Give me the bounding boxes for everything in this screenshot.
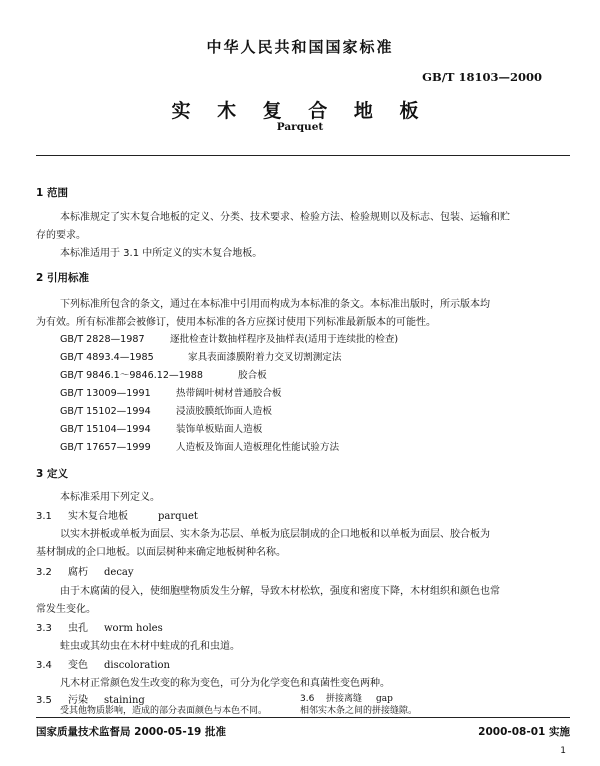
- ref-code: GB/T 15104—1994: [60, 424, 151, 435]
- page-number: 1: [560, 746, 566, 756]
- definition-term-english: worm holes: [104, 623, 163, 634]
- section-2-heading: 2 引用标准: [36, 272, 89, 284]
- definition-term: 拼接离缝: [326, 694, 363, 704]
- standard-code: GB/T 18103—2000: [422, 70, 542, 84]
- ref-title: 热带阔叶树材普通胶合板: [176, 388, 282, 399]
- definition-term: 实木复合地板: [68, 511, 128, 522]
- ref-item: [60, 331, 398, 345]
- ref-title: 浸渍胶膜纸饰面人造板: [176, 406, 272, 417]
- definition-term-english: staining: [104, 695, 145, 706]
- ref-title: 装饰单板贴面人造板: [176, 424, 263, 435]
- definition-term: 腐朽: [68, 567, 88, 578]
- section-2-line: 为有效。所有标准都会被修订，使用本标准的各方应探讨使用下列标准最新版本的可能性。: [36, 317, 436, 328]
- section-3-heading: 3 定义: [36, 468, 68, 480]
- ref-code: GB/T 17657—1999: [60, 442, 151, 453]
- definition-term-english: decay: [104, 567, 134, 578]
- definition-line: 由于木腐菌的侵入，使细胞壁物质发生分解，导致木材松软，强度和密度下降，木材组织和颜色也常: [60, 586, 500, 597]
- definition-line: 常发生变化。: [36, 604, 96, 615]
- section-1-heading: 1 范围: [36, 187, 68, 199]
- header-divider: [36, 155, 570, 156]
- definition-heading: [36, 656, 170, 671]
- ref-title: 人造板及饰面人造板理化性能试验方法: [176, 442, 340, 453]
- ref-item: [60, 403, 272, 417]
- definition-term-english: gap: [376, 694, 393, 704]
- definition-number: 3.3: [36, 623, 52, 634]
- ref-item: [60, 421, 262, 435]
- definition-line: 相邻实木条之间的拼接缝隙。: [300, 706, 418, 716]
- definition-heading: [36, 563, 134, 578]
- definition-number: 3.2: [36, 567, 52, 578]
- definition-term: 污染: [68, 695, 88, 706]
- definition-number: 3.5: [36, 695, 52, 706]
- definition-number: 3.1: [36, 511, 52, 522]
- effective-date: 2000-08-01 实施: [478, 726, 570, 738]
- definition-line: 基材制成的企口地板。以面层树种来确定地板树种名称。: [36, 547, 286, 558]
- ref-code: GB/T 4893.4—1985: [60, 352, 154, 363]
- footer-divider: [36, 717, 570, 718]
- definition-heading: [36, 507, 198, 522]
- ref-title: 家具表面漆膜附着力交叉切割测定法: [188, 352, 342, 363]
- ref-code: GB/T 9846.1～9846.12—1988: [60, 370, 204, 381]
- ref-item: [60, 367, 267, 381]
- definition-heading: [36, 619, 163, 634]
- definition-line: 凡木材正常颜色发生改变的称为变色，可分为化学变色和真菌性变色两种。: [60, 678, 390, 689]
- ref-code: GB/T 15102—1994: [60, 406, 151, 417]
- approval-line: 国家质量技术监督局 2000-05-19 批准: [36, 726, 226, 738]
- section-1-line: 本标准规定了实木复合地板的定义、分类、技术要求、检验方法、检验规则以及标志、包装、运输和贮: [60, 212, 510, 223]
- definition-line: 以实木拼板或单板为面层、实木条为芯层、单板为底层制成的企口地板和以单板为面层、胶合板为: [60, 529, 490, 540]
- document-title-english: Parquet: [276, 121, 324, 133]
- definition-line: 蛀虫或其幼虫在木材中蛀成的孔和虫道。: [60, 641, 240, 652]
- definition-number: 3.6: [300, 694, 315, 704]
- definition-term: 变色: [68, 660, 88, 671]
- ref-item: [60, 349, 342, 363]
- section-3-intro: 本标准采用下列定义。: [60, 492, 160, 503]
- ref-title: 胶合板: [238, 370, 267, 381]
- section-1-line: 存的要求。: [36, 230, 86, 241]
- ref-item: [60, 385, 282, 399]
- definition-term-english: discoloration: [104, 660, 170, 671]
- document-title: 实 木 复 合 地 板: [171, 100, 429, 122]
- section-2-line: 下列标准所包含的条文，通过在本标准中引用而构成为本标准的条文。本标准出版时，所示版本均: [60, 299, 490, 310]
- definition-number: 3.4: [36, 660, 52, 671]
- national-standard-header: 中华人民共和国国家标准: [206, 38, 394, 56]
- ref-title: 逐批检查计数抽样程序及抽样表(适用于连续批的检查): [170, 334, 399, 345]
- ref-code: GB/T 13009—1991: [60, 388, 151, 399]
- definition-line: 受其他物质影响，造成的部分表面颜色与本色不同。: [60, 706, 268, 716]
- definition-term: 虫孔: [68, 623, 88, 634]
- section-1-line: 本标准适用于 3.1 中所定义的实木复合地板。: [60, 248, 263, 259]
- ref-code: GB/T 2828—1987: [60, 334, 145, 345]
- definition-term-english: parquet: [158, 511, 198, 522]
- ref-item: [60, 439, 339, 453]
